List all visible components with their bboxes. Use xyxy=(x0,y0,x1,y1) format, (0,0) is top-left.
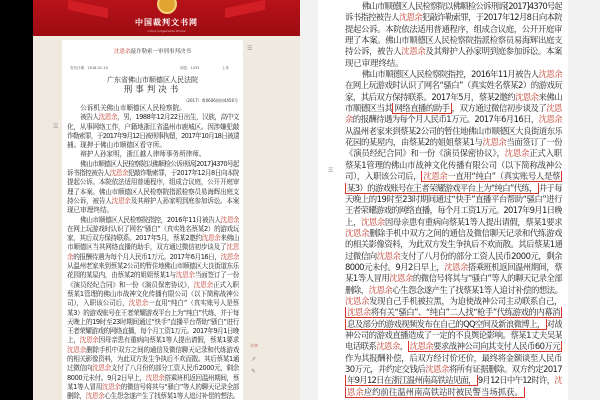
text-run: 的微信号将其与“骚白”等人的聊天记录全部 xyxy=(120,382,239,391)
text-run: 删除手机中双方之间的通信及微信聊天记录和代练游戏 xyxy=(369,227,562,238)
document-heading xyxy=(62,49,243,56)
text-run: 司），入职该公司后， xyxy=(345,171,422,182)
text-line xyxy=(67,271,239,280)
defendant-name: 沈恩 xyxy=(226,243,239,252)
defendant-name: 沈恩余 xyxy=(220,252,239,261)
defendant-name: 沈恩余 xyxy=(425,364,449,374)
text-run: 花园的某屋内，由蔡某2的姐姐蔡某1与 xyxy=(345,137,483,148)
defendant-name: 沈恩余 xyxy=(193,280,214,289)
text-line xyxy=(67,216,239,225)
text-run: 《演员经纪合同》和一份《演员保密协议》， xyxy=(67,280,194,289)
text-line xyxy=(345,330,562,341)
text-run: 正式入职 xyxy=(529,148,562,159)
court-name: 广东省佛山市顺德区人民法院 xyxy=(107,76,198,84)
text-run: 将有关“骚白”、“纯白”二人找“枪手”代练游戏的内幕消 xyxy=(370,307,561,318)
text-run: 佛山市顺德区人民检察院指控，2016年11月被告人 xyxy=(80,215,221,224)
text-line xyxy=(345,183,562,194)
text-run: 因母亲患有重病向蔡某1等人提出请假，蔡某1要求 xyxy=(98,336,239,345)
defendant-name: 恩余 xyxy=(347,386,364,397)
text-run: 诉书指控被告人 xyxy=(67,169,110,178)
text-run: 的报酬待遇为每个月人民币1万元。2017年6月16日， xyxy=(352,114,539,125)
text-line xyxy=(345,160,562,171)
text-line xyxy=(345,126,562,137)
defendant-name: 余 xyxy=(345,114,353,125)
text-run: 的微信号将其与“骚白”等人的聊天记录全部 xyxy=(412,273,562,284)
text-line xyxy=(67,123,239,132)
text-run: 捕。现押于佛山市顺德区看守所。 xyxy=(67,141,166,150)
text-run: 花园的某屋内，由蔡某2的姐姐蔡某1与 xyxy=(67,271,176,280)
defendant-name: 沈恩余 xyxy=(345,295,370,306)
document-title: 刑事判决书 xyxy=(123,85,182,95)
text-line xyxy=(67,346,239,355)
text-line xyxy=(345,341,562,352)
text-line xyxy=(345,1,562,12)
text-line xyxy=(345,273,562,284)
text-run: 及其辩护人孙家明到庭参加诉讼。本案 xyxy=(425,46,562,57)
text-run: 因母亲患有重病向蔡某1等人提出请假，蔡某1要求 xyxy=(384,216,562,227)
text-run: 佛山市顺德区人民检察院以佛顺检公诉刑诉[2017]4370号起 xyxy=(80,159,239,168)
site-title: 中国裁判文书网 xyxy=(135,18,198,27)
text-run: 在网上玩游戏时认识了网名“骚白”（真实姓名蔡某2）的游戏玩 xyxy=(67,224,239,233)
text-run: 提起公诉。本院依法适用普通程序，组成合议庭，公开开庭审 xyxy=(345,23,562,34)
heading-text: 敲诈勒索一审刑事判决书 xyxy=(130,49,192,55)
defendant-name: 沈恩余 xyxy=(128,299,149,308)
text-line xyxy=(67,104,239,113)
text-line xyxy=(345,137,562,148)
text-run: 要求战神公司向其支付人民币60万元 xyxy=(433,341,560,352)
defendant-name: 沈恩余 xyxy=(376,250,401,261)
text-run: 当面签订了一份 xyxy=(194,271,239,280)
text-line xyxy=(345,239,562,250)
text-line xyxy=(345,12,562,23)
text-line xyxy=(67,160,239,169)
defendant-name: 沈恩余 xyxy=(482,137,507,148)
text-run: ， xyxy=(399,341,408,352)
text-run: 理了本案。佛山市顺德区人民检察院指派检察员易海辉出庭支 xyxy=(67,187,239,196)
text-run: 电话联系 xyxy=(345,341,377,352)
text-line xyxy=(345,262,562,273)
text-line xyxy=(345,375,562,386)
text-line xyxy=(345,92,562,103)
ribbon-decoration xyxy=(68,0,108,18)
text-run: 理了本案。佛山市顺德区人民检察院指派检察员易海辉出庭支 xyxy=(345,35,562,46)
share-button[interactable]: 分享 xyxy=(250,343,258,348)
text-line xyxy=(67,355,239,364)
defendant-name: 沈恩 xyxy=(546,103,562,114)
text-line xyxy=(67,206,239,215)
text-line xyxy=(67,290,239,299)
text-run: 来佛山 xyxy=(538,91,562,102)
text-run: 化，从事网络工作，户籍地浙江省温州市鹿城区。因涉嫌犯敲 xyxy=(67,122,239,131)
action-link[interactable]: 上传 xyxy=(222,66,229,70)
text-run: 辩护人孙家明，浙江越人律师事务所律师。 xyxy=(80,150,206,159)
text-line xyxy=(67,383,239,392)
text-line xyxy=(67,299,239,308)
text-run: 一直用“纯白”（真实账号人是蔡 xyxy=(447,171,560,182)
text-run: 过微信向 xyxy=(345,250,377,261)
text-run: 发现自己手机被拉黑，为迫使战神公司主动联系自己， xyxy=(369,295,562,306)
text-run: 的相关影像资料，为此双方发生争执后不欢而散。其后蔡某1通 xyxy=(67,355,239,364)
text-run: 犯敲诈勒索罪，于2017年12月8日向本院 xyxy=(127,169,239,178)
defendant-name: 沈恩余 xyxy=(102,382,121,391)
text-run: 天晚上的19时至23时期间通过“快手”直播平台帮助“骚白”进行 xyxy=(345,193,562,204)
text-run: 从温州老家来到蔡某2公司的暂住地佛山市顺德区大良街道东乐 xyxy=(345,125,562,136)
site-subtitle: China Judgements Online xyxy=(147,29,186,33)
text-run: 家，其后双方保持联系。2017年5月，蔡某2邀约 xyxy=(345,91,515,102)
text-line xyxy=(67,169,239,178)
share-icon[interactable]: ↗ xyxy=(251,356,257,363)
defendant-name: 沈恩余 xyxy=(109,169,128,178)
highlight-box xyxy=(392,103,451,114)
outline-icon[interactable]: ☰ xyxy=(53,123,59,130)
text-line xyxy=(345,205,562,216)
text-line xyxy=(345,387,562,398)
defendant-name: 余 xyxy=(67,252,74,261)
text-line xyxy=(67,262,239,271)
defendant-name: 沈恩余 xyxy=(79,336,99,345)
text-run: 被告人 xyxy=(80,113,99,122)
text-line xyxy=(345,251,562,262)
defendant-name: 沈恩余 xyxy=(111,196,131,205)
text-line xyxy=(67,392,239,401)
text-run: 神公司的游戏直播造成了一定的不良舆论影响。蔡某1丈夫吴某 xyxy=(345,329,562,340)
defendant-name: 沈恩余 xyxy=(360,216,385,227)
outline-icon[interactable]: ☰ xyxy=(328,167,334,174)
defendant-name: 沈恩余 xyxy=(368,284,393,295)
highlight-box xyxy=(345,375,478,386)
text-run: 作为其报酬补偿，后双方经讨价还价，最终将金额谈至人民币 xyxy=(345,352,562,363)
highlight-box xyxy=(345,319,547,330)
highlight-box xyxy=(345,183,539,194)
text-run: 搭乘班机返回温州期间，蔡 xyxy=(467,261,562,272)
text-line xyxy=(67,178,239,187)
text-line xyxy=(67,374,239,383)
highlight-box xyxy=(408,341,562,352)
text-line xyxy=(67,318,239,327)
text-run: 天晚上的19时至23时期间通过“快手”直播平台帮助“骚白”进行 xyxy=(67,317,239,326)
text-line xyxy=(345,285,562,296)
text-line xyxy=(67,234,239,243)
defendant-name: 沈恩余 xyxy=(409,341,434,352)
text-run: 在网上玩游戏时认识了网名“骚白”（真实姓名蔡某2）的游戏玩 xyxy=(345,80,562,91)
text-run: 30万元，并约定交钱后 xyxy=(345,364,426,374)
text-run: 应约前往温州南高铁站时被民警当场抓获。 xyxy=(363,386,523,397)
ribbon-decoration xyxy=(225,0,265,18)
defendant-name: 沈恩余 xyxy=(423,171,448,182)
defendant-name: 沈恩余 xyxy=(538,69,562,80)
defendant-name: 沈恩余 xyxy=(175,271,195,280)
left-document-body xyxy=(67,104,239,402)
text-run: 过微信向 xyxy=(67,364,93,373)
right-document-body xyxy=(345,1,562,398)
text-line xyxy=(67,225,239,234)
text-run: 某1等人冒用 xyxy=(67,382,103,391)
highlight-box xyxy=(345,387,525,398)
defendant-name: 沈恩余 xyxy=(67,345,87,354)
text-run: 心生怨念遂产生了找蔡某1等人追讨补偿的想法。 xyxy=(392,284,562,295)
text-run: 现已审理终结。 xyxy=(67,206,114,215)
text-run: 司），入职该公司后， xyxy=(67,299,129,308)
defendant-name: 沈 xyxy=(554,375,562,386)
defendant-name: 沈恩余 xyxy=(345,227,370,238)
text-line xyxy=(345,307,562,318)
highlight-box xyxy=(345,307,562,318)
text-line xyxy=(345,69,562,80)
text-run: 对战 xyxy=(546,318,562,329)
text-run: 上， xyxy=(345,216,361,227)
text-line xyxy=(345,319,562,330)
text-run: 搭乘班机返回温州期间，蔡 xyxy=(164,373,239,382)
text-run: 年9月12日在浙江温州南高铁站见面， xyxy=(347,375,476,386)
text-run: 支付了八月份的部分工资人民币2000元，剩余 xyxy=(110,364,239,373)
text-run: 蔡某1管理的佛山市战神文化传播有限公司（以下简称战神公 xyxy=(67,289,239,298)
text-line xyxy=(345,296,562,307)
text-line xyxy=(345,353,562,364)
text-run: 9月12日中午12时许， xyxy=(477,375,555,386)
text-line xyxy=(67,243,239,252)
text-run: 从温州老家来到蔡某2公司的暂住地佛山市顺德区大良街道东乐 xyxy=(67,262,239,271)
text-run: ，双方通过微信初步谈及了 xyxy=(451,103,547,114)
text-line xyxy=(345,46,562,57)
text-line xyxy=(345,364,562,375)
text-run: 某1等人冒用 xyxy=(345,273,390,284)
text-run: 正式入职 xyxy=(213,280,239,289)
defendant-name: 沈恩余 xyxy=(98,113,118,122)
text-run: 某3）的游戏账号在王者荣耀游戏平台上为“纯白”代练，并于每 xyxy=(67,308,239,317)
text-run: 佛山市顺德区人民检察院指控，2016年11月被告人 xyxy=(361,69,539,80)
text-run: 市顺德区当其网络直播的助手，双方通过微信初步谈及了 xyxy=(67,243,227,252)
defendant-name: 沈恩余 xyxy=(376,341,400,352)
text-run: 8000元未付。9月2日早上， xyxy=(67,373,146,382)
text-line xyxy=(345,228,562,239)
text-line xyxy=(345,171,562,182)
text-line xyxy=(67,132,239,141)
text-line xyxy=(345,103,562,114)
defendant-name: 沈恩余 xyxy=(389,273,413,284)
text-run: 蔡某1管理的佛山市战神文化传播有限公司（以下简称战神公 xyxy=(345,159,562,170)
text-run: 网络直播的助手 xyxy=(394,103,450,114)
highlight-box xyxy=(421,171,562,182)
text-run: 某3）的游戏账号在王者荣耀游戏平台上为“纯白”代练， xyxy=(347,182,537,193)
text-run: 当面签订了一份 xyxy=(506,137,562,148)
text-line xyxy=(345,58,562,69)
text-line xyxy=(345,24,562,35)
text-run: 来佛山 xyxy=(220,234,239,243)
defendant-name: 沈恩余 xyxy=(514,91,539,102)
text-run: 诈勒索罪，于2017年9月12日被刑事拘留，2017年10月18日被逮 xyxy=(67,131,239,140)
text-run: 删除， xyxy=(67,392,86,401)
text-run: 上， xyxy=(67,336,80,345)
text-run: 删除， xyxy=(345,284,369,295)
text-run: 息及部分的游戏视频发布在自己的QQ空间及新浪微博上， xyxy=(347,318,545,329)
defendant-name: 沈恩余 xyxy=(85,392,105,401)
text-run: 的报酬待遇为每个月人民币1万元。2017年6月16日， xyxy=(73,252,221,261)
defendant-name: 沈恩余 xyxy=(504,148,530,159)
defendant-name: 沈恩余 xyxy=(145,373,165,382)
defendant-name: 沈恩余 xyxy=(444,261,468,272)
text-line xyxy=(345,148,562,159)
text-run: 王者荣耀游戏的网络直播，每个月工资1万元。2017年9月1日晚 xyxy=(345,205,562,216)
pencil-icon[interactable]: ✎ xyxy=(251,368,257,375)
text-run: 佛山市顺德区人民检察院以佛顺检公诉刑诉[2017]4370号起 xyxy=(361,1,562,11)
left-document-view xyxy=(0,0,300,400)
defendant-name: 沈恩余 xyxy=(92,364,111,373)
text-run: 家，其后双方保持联系。2017年5月，蔡某2邀约 xyxy=(67,234,202,243)
text-run: 持公诉，被告人 xyxy=(345,46,402,57)
defendant-name: 沈恩余 xyxy=(398,12,422,23)
text-line xyxy=(67,336,239,345)
text-line xyxy=(67,150,239,159)
publish-date: 发布日期：2018-01-10 xyxy=(70,66,108,70)
list-icon[interactable]: ☰ xyxy=(247,45,253,52)
text-line xyxy=(67,141,239,150)
text-run: 一直用“纯白”（真实账号人是蔡 xyxy=(148,299,239,308)
text-run: 公诉机关佛山市顺德区人民检察院。 xyxy=(80,104,186,112)
text-run: 心生怨念遂产生了找蔡某1等人追讨补偿的想法。 xyxy=(104,392,239,401)
defendant-name: 沈恩余 xyxy=(347,307,371,318)
text-line xyxy=(67,327,239,336)
defendant-name: 沈恩余 xyxy=(201,234,221,243)
text-run: 将所有证据删除。双方约定2017 xyxy=(448,364,562,374)
text-line xyxy=(67,197,239,206)
defendant-name: 沈恩余 xyxy=(113,49,131,55)
text-line xyxy=(345,217,562,228)
text-run: 并于每 xyxy=(538,182,562,193)
text-line xyxy=(345,35,562,46)
text-line xyxy=(67,309,239,318)
case-number: （2017）粤0606刑初4456号 xyxy=(183,98,238,103)
text-run: 持公诉，被告人 xyxy=(67,196,112,205)
text-run: 的相关影像资料，为此双方发生争执后不欢而散。其后蔡某1通 xyxy=(345,239,562,250)
text-line xyxy=(67,113,239,122)
text-run: 诉书指控被告人 xyxy=(345,12,399,23)
defendant-name: 沈恩余 xyxy=(538,114,562,125)
text-run: 支付了八月份的部分工资人民币2000元，剩余 xyxy=(400,250,562,261)
text-line xyxy=(67,253,239,262)
text-run: 提起公诉。本院依法适用普通程序，组成合议庭，公开开庭审 xyxy=(67,178,239,187)
text-run: ，男，1988年12月22日出生，汉族，高中文 xyxy=(117,113,239,122)
text-line xyxy=(345,80,562,91)
text-run: 市顺德区当其 xyxy=(345,103,393,114)
text-run: 犯敲诈勒索罪，于2017年12月8日向本院 xyxy=(421,12,562,23)
defendant-name: 沈恩余 xyxy=(220,215,239,224)
text-run: 及其辩护人孙家明到庭参加诉讼。本案 xyxy=(130,196,239,205)
text-line xyxy=(345,114,562,125)
text-run: 现已审理终结。 xyxy=(345,57,404,68)
text-line xyxy=(345,194,562,205)
text-run: 8000元未付。9月2日早上， xyxy=(345,261,445,272)
text-run: 删除手机中双方之间的通信及微信聊天记录和代练游戏 xyxy=(86,345,239,354)
text-line xyxy=(67,188,239,197)
view-count: 浏览：1433 xyxy=(180,66,200,70)
text-run: 《演员经纪合同》和一份《演员保密协议》， xyxy=(345,148,505,159)
defendant-name: 沈恩余 xyxy=(401,46,426,57)
text-run: 王者荣耀游戏的网络直播，每个月工资1万元。2017年9月1日晚 xyxy=(67,327,239,336)
text-line xyxy=(67,281,239,290)
text-line xyxy=(67,364,239,373)
